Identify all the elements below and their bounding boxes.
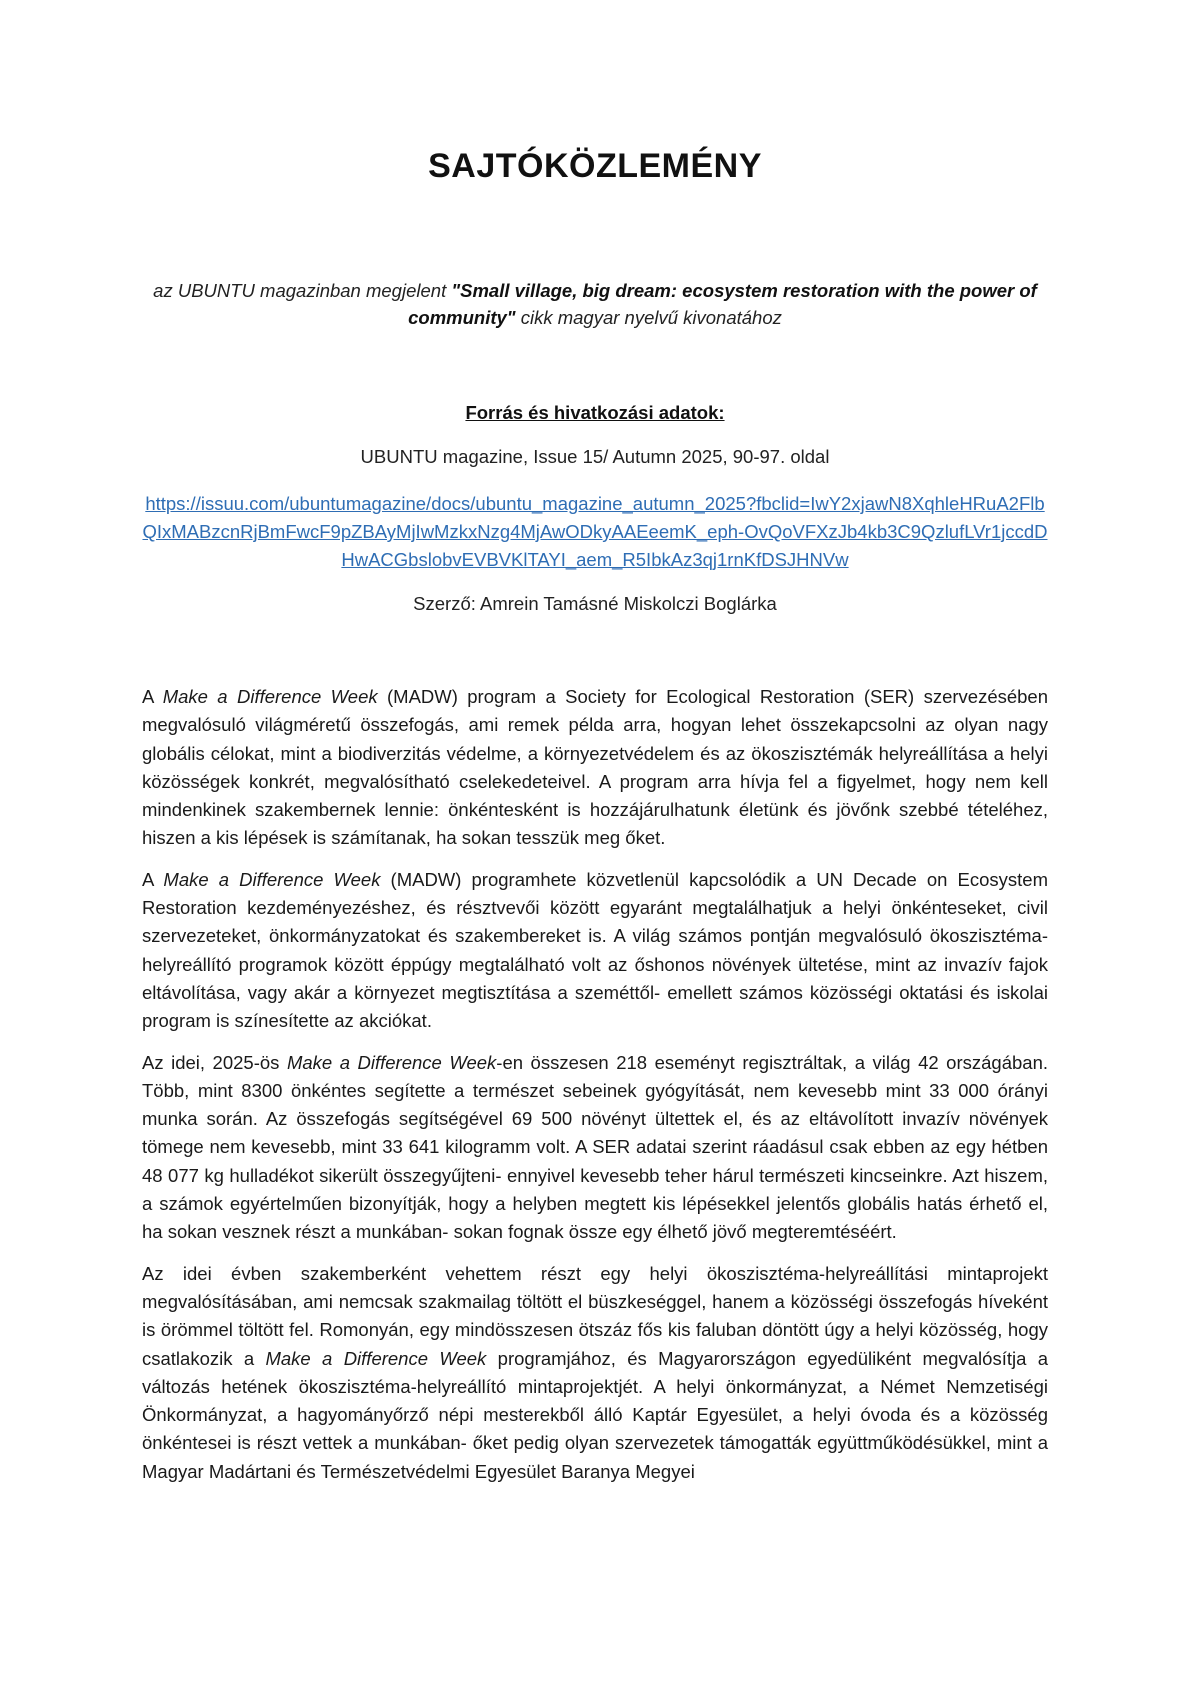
paragraph-text: A [142, 686, 163, 707]
paragraph-2 [142, 866, 1048, 1036]
subtitle [140, 277, 1050, 331]
source-heading: Forrás és hivatkozási adatok: [465, 402, 725, 423]
program-name-italic: Make a Difference Week [265, 1347, 487, 1369]
paragraph-text: -en összesen 218 eseményt regisztráltak, a világ 42 országában. Több, mint 8300 önkéntes segítette a természet sebeinek gyógyítását, nem kevesebb mint 33 000 órányi munka során. Az összefogás segítségével 69 500 növényt ültettek el, és az eltávolított invazív növények tömege nem kevesebb, mint 33 641 kilogramm volt. A SER adatai szerint ráadásul csak ebben az egy hétben 48 077 kg hulladékot sikerült összegyűjteni- ennyivel kevesebb teher hárul természeti kincseinkre. Azt hiszem, a számok egyértelműen bizonyítják, hogy a helyben megtett kis lépésekkel jelentős globális hatás érhető el, ha sokan vesznek részt a munkában- sokan fognak össze egy élhető jövő megteremtéséért. [142, 1051, 1048, 1243]
program-name-italic: Make a Difference Week [286, 1051, 497, 1073]
program-name-italic: Make a Difference Week [162, 686, 378, 707]
subtitle-prefix: az UBUNTU magazinban megjelent [153, 280, 452, 301]
article-title: "Small village, big dream: ecosystem restoration with the power of community" [408, 280, 1037, 328]
program-name-italic: Make a Difference Week [163, 868, 381, 890]
paragraph-text: (MADW) program a Society for Ecological Restoration (SER) szervezésében megvalósuló világméretű összefogás, ami remek példa arra, hogyan lehet összekapcsolni az olyan nagy globális célokat, mint a biodiverzitás védelme, a környezetvédelem és az ökoszisztémák helyreállítása a helyi közösségek konkrét, megvalósítható cselekedeteivel. A program arra hívja fel a figyelmet, hogy nem kell mindenkinek szakembernek lennie: önkéntesként is hozzájárulhatunk életünk és jövőnk szebbé tételéhez, hiszen a kis lépések is számítanak, ha sokan tesszük meg őket. [142, 686, 1049, 849]
paragraph-text: Az idei évben szakemberként vehettem részt egy helyi ökoszisztéma-helyreállítási mintaprojekt megvalósításában, ami nemcsak szakmailag töltött el büszkeséggel, hanem a közösségi összefogás híveként is örömmel töltött fel. Romonyán, egy mindösszesen ötszáz fős kis faluban döntött úgy a helyi közösség, hogy csatlakozik a [142, 1262, 1048, 1369]
page-title: SAJTÓKÖZLEMÉNY [428, 147, 762, 185]
author-line: Szerző: Amrein Tamásné Miskolczi Boglárka [413, 593, 777, 614]
paragraph-text: A [142, 868, 164, 890]
source-link[interactable]: https://issuu.com/ubuntumagazine/docs/ubuntu_magazine_autumn_2025?fbclid=IwY2xjawN8XqhleHRuA2FlbQIxMABzcnRjBmFwcF9pZBAyMjIwMzkxNzg4MjAwODkyAAEeemK_eph-OvQoVFXzJb4kb3C9QzlufLVr1jccdDHwACGbslobvEVBVKlTAYI_aem_R5IbkAz3qj1rnKfDSJHNVw [142, 493, 1048, 570]
paragraph-1 [142, 683, 1048, 853]
paragraph-3 [142, 1049, 1048, 1247]
publication-reference: UBUNTU magazine, Issue 15/ Autumn 2025, 90-97. oldal [360, 446, 830, 467]
paragraph-text: Az idei, 2025-ös [142, 1051, 287, 1073]
subtitle-suffix: cikk magyar nyelvű kivonatához [515, 307, 782, 328]
paragraph-4 [142, 1260, 1048, 1486]
paragraph-text: programjához, és Magyarországon egyedüliként megvalósítja a változás hetének ökoszisztéma-helyreállító mintaprojektjét. A helyi önkormányzat, a Német Nemzetiségi Önkormányzat, a hagyományőrző népi mesterekből álló Kaptár Egyesület, a helyi óvoda és a közösség önkéntesei is részt vettek a munkában- őket pedig olyan szervezetek támogatták együttműködésükkel, mint a Magyar Madártani és Természetvédelmi Egyesület Baranya Megyei [142, 1347, 1049, 1482]
paragraph-text: (MADW) programhete közvetlenül kapcsolódik a UN Decade on Ecosystem Restoration kezdeményezéshez, és résztvevői között egyaránt megtalálhatjuk a helyi önkénteseket, civil szervezeteket, önkormányzatokat és szakembereket is. A világ számos pontján megvalósuló ökoszisztéma-helyreállító programok között éppúgy megtalálható volt az őshonos növények ültetése, mint az invazív fajok eltávolítása, vagy akár a környezet megtisztítása a szeméttől- emellett számos közösségi oktatási és iskolai program is színesítette az akciókat. [142, 868, 1048, 1032]
body-text [142, 683, 1048, 1499]
